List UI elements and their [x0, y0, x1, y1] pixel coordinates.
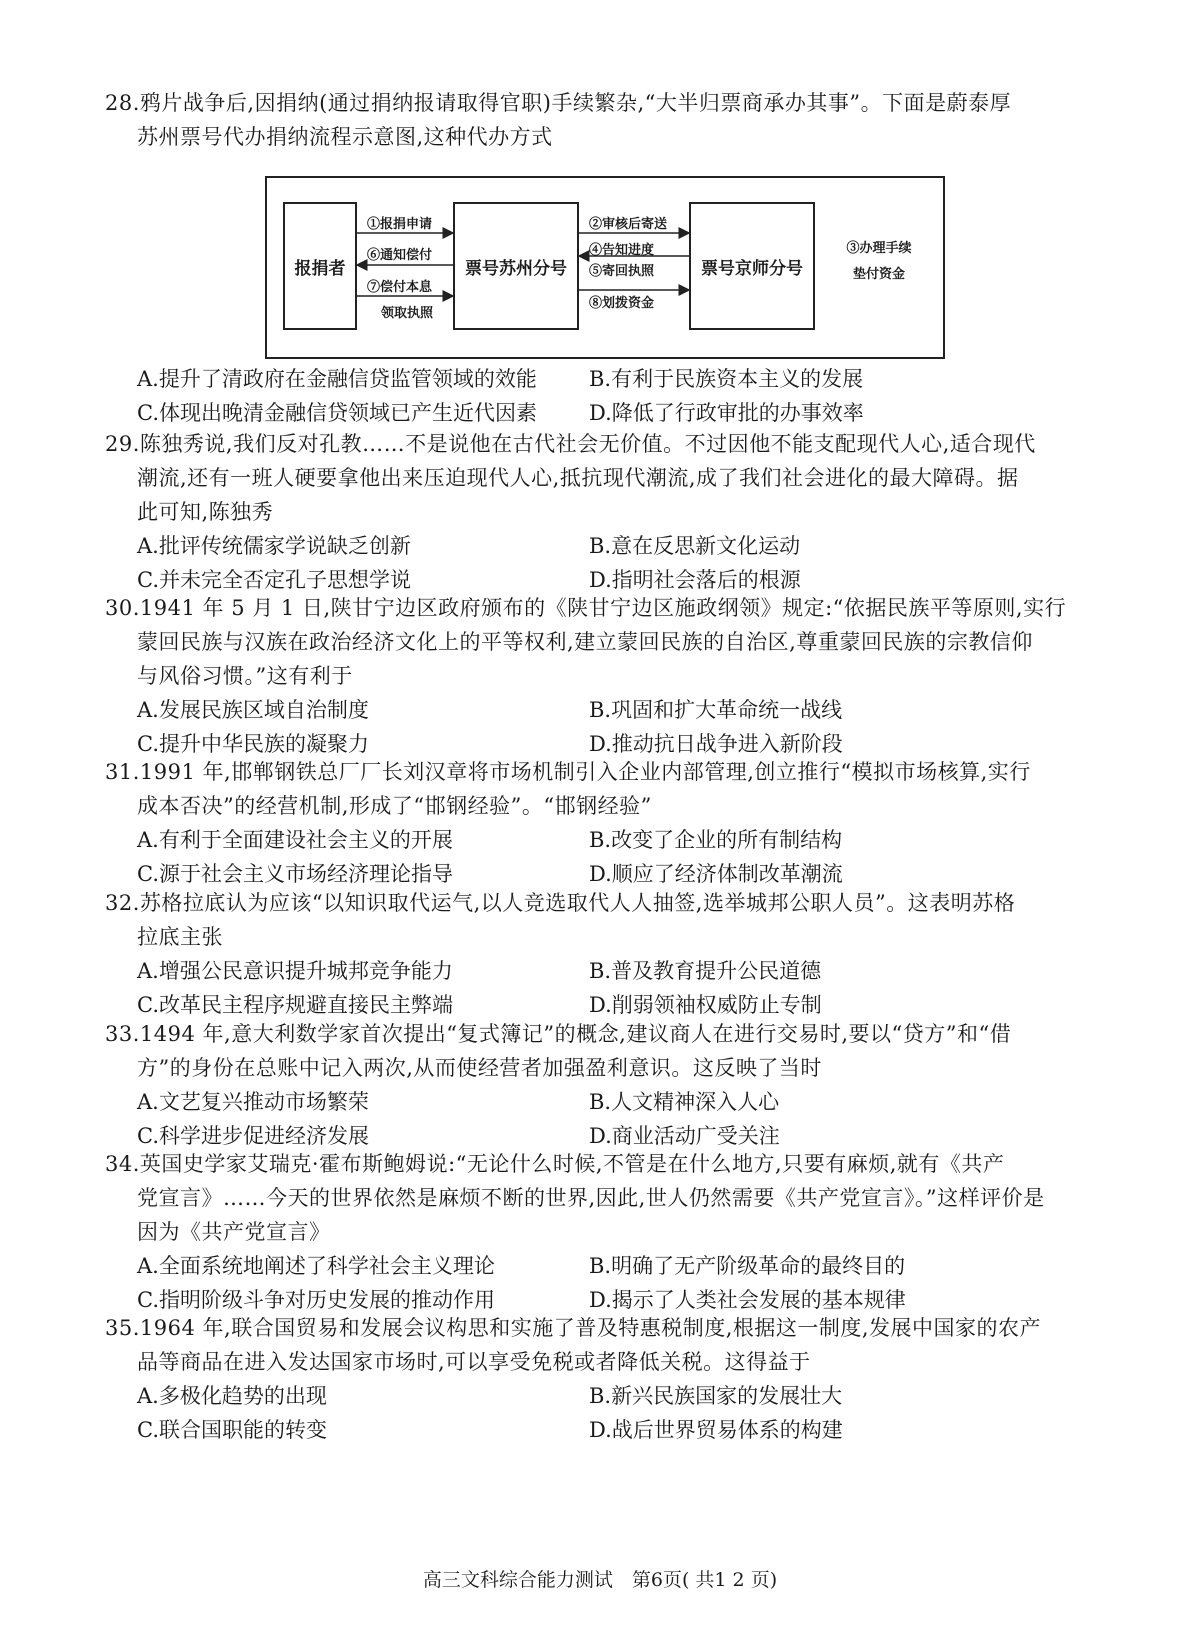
- options: [105, 954, 1105, 1022]
- option-b[interactable]: B.有利于民族资本主义的发展: [589, 367, 864, 391]
- option-a[interactable]: A.多极化趋势的出现: [137, 1384, 327, 1408]
- option-b[interactable]: B.普及教育提升公民道德: [589, 959, 822, 983]
- question-30: [105, 591, 1105, 761]
- option-a[interactable]: A.发展民族区域自治制度: [137, 698, 369, 722]
- step-8-label: ⑧划拨资金: [589, 296, 655, 311]
- box-suzhou-branch: 票号苏州分号: [453, 202, 579, 330]
- options: [105, 529, 1105, 597]
- question-29: [105, 427, 1105, 597]
- box-applicant: 报捐者: [283, 202, 357, 330]
- option-c[interactable]: C.联合国职能的转变: [137, 1418, 327, 1442]
- stem-line: 35.1964 年,联合国贸易和发展会议构思和实施了普及特惠税制度,根据这一制度,发展中国家的农产: [105, 1316, 1042, 1340]
- option-b[interactable]: B.巩固和扩大革命统一战线: [589, 698, 843, 722]
- question-stem: [105, 755, 1105, 823]
- step-5-label: ⑤寄回执照: [589, 264, 655, 279]
- stem-line: 成本否决”的经营机制,形成了“邯钢经验”。“邯钢经验”: [137, 794, 652, 818]
- option-c[interactable]: C.改革民主程序规避直接民主弊端: [137, 993, 453, 1017]
- page-footer: 高三文科综合能力测试 第6页( 共1 2 页): [422, 1569, 778, 1591]
- stem-line: 28.鸦片战争后,因捐纳(通过捐纳报请取得官职)手续繁杂,“大半归票商承办其事”。下面是蔚泰厚: [105, 91, 1012, 115]
- stem-line: 蒙回民族与汉族在政治经济文化上的平等权利,建立蒙回民族的自治区,尊重蒙回民族的宗教信仰: [137, 630, 1033, 654]
- option-d[interactable]: D.揭示了人类社会发展的基本规律: [589, 1288, 906, 1312]
- step-6-label: ⑥通知偿付: [367, 248, 433, 263]
- question-stem: [105, 1147, 1105, 1249]
- option-c[interactable]: C.并未完全否定孔子思想学说: [137, 568, 411, 592]
- box-beijing-branch: 票号京师分号: [689, 202, 815, 330]
- option-d[interactable]: D.降低了行政审批的办事效率: [589, 401, 864, 425]
- stem-line: 33.1494 年,意大利数学家首次提出“复式簿记”的概念,建议商人在进行交易时,要以“贷方”和“借: [105, 1022, 1012, 1046]
- question-28-options: [105, 362, 1105, 430]
- option-a[interactable]: A.全面系统地阐述了科学社会主义理论: [137, 1254, 495, 1278]
- step-1-label: ①报捐申请: [367, 217, 433, 232]
- option-d[interactable]: D.商业活动广受关注: [589, 1124, 780, 1148]
- option-b[interactable]: B.意在反思新文化运动: [589, 534, 801, 558]
- stem-line: 因为《共产党宣言》: [137, 1220, 331, 1244]
- stem-line: 30.1941 年 5 月 1 日,陕甘宁边区政府颁布的《陕甘宁边区施政纲领》规定:“依据民族平等原则,实行: [105, 596, 1067, 620]
- option-c[interactable]: C.源于社会主义市场经济理论指导: [137, 862, 453, 886]
- stem-line: 此可知,陈独秀: [137, 500, 274, 524]
- step-7-label: ⑦偿付本息: [367, 280, 433, 295]
- options: [105, 693, 1105, 761]
- options: [105, 823, 1105, 891]
- stem-line: 32.苏格拉底认为应该“以知识取代运气,以人竞选取代人人抽签,选举城邦公职人员”。这表明苏格: [105, 891, 1016, 915]
- option-d[interactable]: D.推动抗日战争进入新阶段: [589, 732, 843, 756]
- step-3-note: [819, 236, 939, 288]
- options: [105, 1085, 1105, 1153]
- option-d[interactable]: D.战后世界贸易体系的构建: [589, 1418, 843, 1442]
- options: [105, 1379, 1105, 1447]
- step-3-label: ③办理手续: [846, 241, 912, 256]
- options: [105, 362, 1105, 430]
- stem-line: 29.陈独秀说,我们反对孔教……不是说他在古代社会无价值。不过因他不能支配现代人心,适合现代: [105, 432, 1036, 456]
- option-b[interactable]: B.改变了企业的所有制结构: [589, 828, 843, 852]
- question-34: [105, 1147, 1105, 1317]
- step-7-label-line2: 领取执照: [381, 306, 434, 321]
- stem-line: 与风俗习惯。”这有利于: [137, 664, 353, 688]
- question-31: [105, 755, 1105, 891]
- option-a[interactable]: A.提升了清政府在金融信贷监管领域的效能: [137, 367, 537, 391]
- options: [105, 1249, 1105, 1317]
- option-a[interactable]: A.增强公民意识提升城邦竞争能力: [137, 959, 453, 983]
- stem-line: 潮流,还有一班人硬要拿他出来压迫现代人心,抵抗现代潮流,成了我们社会进化的最大障碍。据: [137, 466, 1019, 490]
- option-d[interactable]: D.指明社会落后的根源: [589, 568, 801, 592]
- stem-line: 34.英国史学家艾瑞克·霍布斯鲍姆说:“无论什么时候,不管是在什么地方,只要有麻烦,就有《共产: [105, 1152, 1005, 1176]
- option-b[interactable]: B.新兴民族国家的发展壮大: [589, 1384, 843, 1408]
- option-c[interactable]: C.指明阶级斗争对历史发展的推动作用: [137, 1288, 495, 1312]
- question-stem: [105, 86, 1105, 154]
- option-d[interactable]: D.削弱领袖权威防止专制: [589, 993, 822, 1017]
- stem-line: 拉底主张: [137, 925, 223, 949]
- question-stem: [105, 591, 1105, 693]
- step-3-label-line2: 垫付资金: [852, 267, 905, 282]
- option-c[interactable]: C.科学进步促进经济发展: [137, 1124, 369, 1148]
- option-b[interactable]: B.明确了无产阶级革命的最终目的: [589, 1254, 906, 1278]
- option-a[interactable]: A.有利于全面建设社会主义的开展: [137, 828, 453, 852]
- question-stem: [105, 1017, 1105, 1085]
- question-stem: [105, 1311, 1105, 1379]
- question-28: [105, 86, 1105, 154]
- step-4-label: ④告知进度: [589, 243, 655, 258]
- question-35: [105, 1311, 1105, 1447]
- flow-diagram: [265, 176, 945, 359]
- stem-line: 党宣言》……今天的世界依然是麻烦不断的世界,因此,世人仍然需要《共产党宣言》。”这样评价是: [137, 1186, 1045, 1210]
- question-32: [105, 886, 1105, 1022]
- option-c[interactable]: C.体现出晚清金融信贷领域已产生近代因素: [137, 401, 537, 425]
- option-c[interactable]: C.提升中华民族的凝聚力: [137, 732, 369, 756]
- stem-line: 苏州票号代办捐纳流程示意图,这种代办方式: [137, 125, 553, 149]
- option-b[interactable]: B.人文精神深入人心: [589, 1090, 780, 1114]
- question-33: [105, 1017, 1105, 1153]
- option-a[interactable]: A.文艺复兴推动市场繁荣: [137, 1090, 369, 1114]
- question-stem: [105, 886, 1105, 954]
- stem-line: 31.1991 年,邯郸钢铁总厂厂长刘汉章将市场机制引入企业内部管理,创立推行“模拟市场核算,实行: [105, 760, 1031, 784]
- stem-line: 方”的身份在总账中记入两次,从而使经营者加强盈利意识。这反映了当时: [137, 1056, 822, 1080]
- question-stem: [105, 427, 1105, 529]
- option-a[interactable]: A.批评传统儒家学说缺乏创新: [137, 534, 411, 558]
- step-2-label: ②审核后寄送: [589, 217, 668, 232]
- option-d[interactable]: D.顺应了经济体制改革潮流: [589, 862, 843, 886]
- stem-line: 品等商品在进入发达国家市场时,可以享受免税或者降低关税。这得益于: [137, 1350, 811, 1374]
